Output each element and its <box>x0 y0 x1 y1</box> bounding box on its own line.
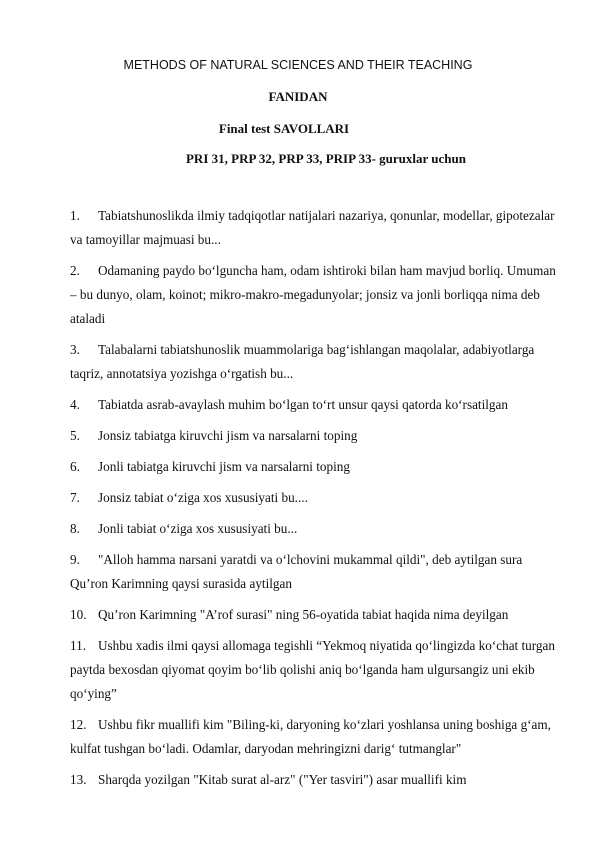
question-list <box>70 204 556 799</box>
question-number: 1. <box>70 208 80 223</box>
test-name: Final test SAVOLLARI <box>218 121 350 136</box>
question-item <box>70 259 556 331</box>
question-text: Tabiatshunoslikda ilmiy tadqiqotlar natijalari nazariya, qonunlar, modellar, gipotezalar va tamoyillar majmuasi bu... <box>70 208 555 247</box>
question-text: Jonli tabiat o‘ziga xos xususiyati bu... <box>98 521 298 536</box>
question-text: Jonsiz tabiat o‘ziga xos xususiyati bu.... <box>98 490 308 505</box>
question-number: 7. <box>70 490 80 505</box>
question-item <box>70 393 556 417</box>
question-item <box>70 634 556 706</box>
question-number: 3. <box>70 342 80 357</box>
document-title: METHODS OF NATURAL SCIENCES AND THEIR TEACHING <box>123 58 473 72</box>
question-text: Talabalarni tabiatshunoslik muammolariga bag‘ishlangan maqolalar, adabiyotlarga taqriz, annotatsiya yozishga o‘rgatish bu... <box>70 342 535 381</box>
question-text: Sharqda yozilgan "Kitab surat al-arz" ("Yer tasviri") asar muallifi kim <box>98 772 467 787</box>
question-number: 13. <box>70 772 87 787</box>
question-text: Ushbu fikr muallifi kim "Biling-ki, daryoning ko‘zlari yoshlansa uning boshiga g‘am, kulfat tushgan bo‘ladi. Odamlar, daryodan mehringizni darig‘ tutmanglar" <box>70 717 551 756</box>
question-number: 2. <box>70 263 80 278</box>
question-text: Odamaning paydo bo‘lguncha ham, odam ishtiroki bilan ham mavjud borliq. Umuman – bu dunyo, olam, koinot; mikro-makro-megadunyolar; jonsiz va jonli borliqqa nima deb ataladi <box>70 263 556 326</box>
target-groups: PRI 31, PRP 32, PRP 33, PRIP 33- guruxlar uchun <box>185 151 466 166</box>
question-item <box>70 548 556 596</box>
question-item <box>70 517 556 541</box>
question-number: 11. <box>70 638 86 653</box>
question-text: Jonsiz tabiatga kiruvchi jism va narsalarni toping <box>98 428 358 443</box>
question-item <box>70 204 556 252</box>
question-item <box>70 486 556 510</box>
question-item <box>70 424 556 448</box>
question-text: Tabiatda asrab-avaylash muhim bo‘lgan to‘rt unsur qaysi qatorda ko‘rsatilgan <box>98 397 508 412</box>
question-text: Ushbu xadis ilmi qaysi allomaga tegishli “Yekmoq niyatida qo‘lingizda ko‘chat turgan paytda bexosdan qiyomat qoyim bo‘lib qolishi aniq bo‘lganda ham ulgursangiz uni ekib qo‘ying” <box>70 638 555 701</box>
question-item <box>70 338 556 386</box>
question-item <box>70 768 556 792</box>
question-number: 12. <box>70 717 87 732</box>
question-item <box>70 603 556 627</box>
question-number: 6. <box>70 459 80 474</box>
question-item <box>70 455 556 479</box>
question-number: 9. <box>70 552 80 567</box>
question-text: "Alloh hamma narsani yaratdi va o‘lchovini mukammal qildi", deb aytilgan sura Qu’ron Karimning qaysi surasida aytilgan <box>70 552 523 591</box>
question-item <box>70 713 556 761</box>
question-number: 10. <box>70 607 87 622</box>
document-subtitle: FANIDAN <box>268 89 328 104</box>
question-text: Qu’ron Karimning "A’rof surasi" ning 56-oyatida tabiat haqida nima deyilgan <box>98 607 509 622</box>
question-text: Jonli tabiatga kiruvchi jism va narsalarni toping <box>98 459 350 474</box>
question-number: 8. <box>70 521 80 536</box>
question-number: 5. <box>70 428 80 443</box>
question-number: 4. <box>70 397 80 412</box>
